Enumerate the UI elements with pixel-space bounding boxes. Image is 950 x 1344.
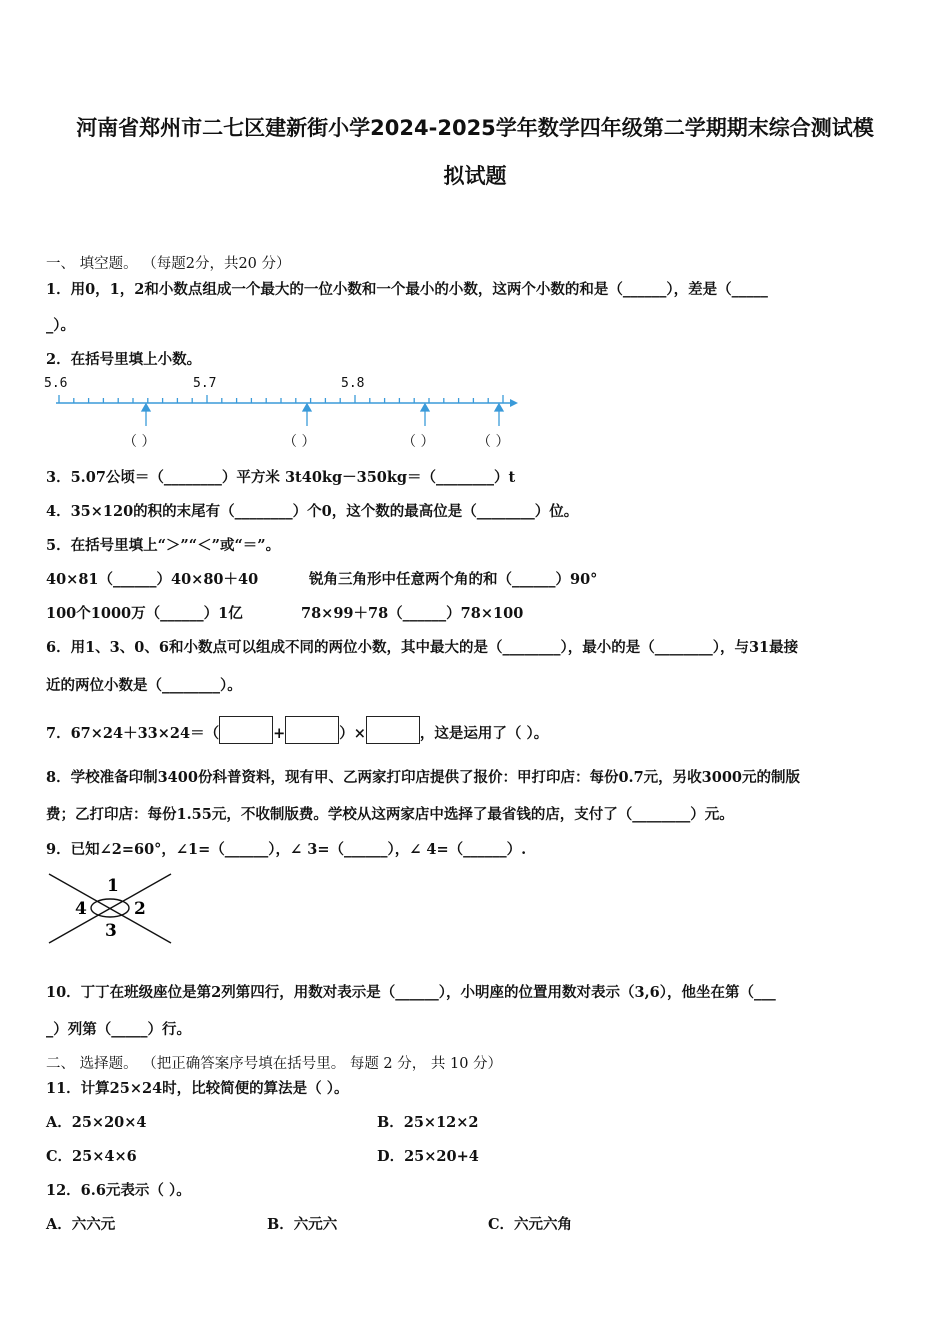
question-3: 3．5.07公顷＝（________）平方米 3t40kg－350kg＝（________）t xyxy=(46,469,516,486)
number-line-label: 5.7 xyxy=(193,376,217,391)
question-11: 11．计算25×24时，比较简便的算法是（ ）。 xyxy=(46,1080,349,1097)
question-9: 9．已知∠2=60°，∠1=（______），∠ 3=（______），∠ 4=（______）. xyxy=(46,841,527,858)
number-line-label: 5.6 xyxy=(44,376,68,391)
answer-blank: （ ） xyxy=(123,434,156,450)
number-line xyxy=(50,390,530,430)
question-7 xyxy=(46,716,548,744)
answer-blank: （ ） xyxy=(402,434,435,450)
question-5-item: 40×81（______）40×80＋40 xyxy=(46,571,259,588)
option-c[interactable]: C．六元六角 xyxy=(488,1216,573,1233)
question-7-prefix: 7．67×24＋33×24＝（ xyxy=(46,725,220,742)
question-6-line2: 近的两位小数是（________）。 xyxy=(46,677,242,694)
question-8-line1: 8．学校准备印制3400份科普资料，现有甲、乙两家打印店提供了报价：甲打印店：每份0.7元，另收3000元的制版 xyxy=(46,769,801,786)
page-title-continued: 拟试题 xyxy=(443,164,507,188)
option-c[interactable]: C．25×4×6 xyxy=(46,1148,137,1165)
option-b[interactable]: B．六元六 xyxy=(267,1216,338,1233)
answer-blank: （ ） xyxy=(477,434,510,450)
page-title: 河南省郑州市二七区建新街小学2024-2025学年数学四年级第二学期期末综合测试模 xyxy=(76,116,874,140)
section-heading: 二、 选择题。 （把正确答案序号填在括号里。 每题 2 分， 共 10 分） xyxy=(46,1056,503,1072)
angle-label: 1 xyxy=(107,876,119,896)
question-10-line1: 10．丁丁在班级座位是第2列第四行，用数对表示是（______），小明座的位置用数对表示（3,6），他坐在第（___ xyxy=(46,984,776,1001)
question-8-line2: 费；乙打印店：每份1.55元，不收制版费。学校从这两家店中选择了最省钱的店，支付了（________）元。 xyxy=(46,806,734,823)
option-b[interactable]: B．25×12×2 xyxy=(377,1114,479,1131)
question-12: 12．6.6元表示（ ）。 xyxy=(46,1182,191,1199)
answer-blank: （ ） xyxy=(283,434,316,450)
number-line-label: 5.8 xyxy=(341,376,365,391)
option-d[interactable]: D．25×20+4 xyxy=(377,1148,479,1165)
plus-sign: + xyxy=(273,725,286,742)
question-4: 4．35×120的积的末尾有（________）个0，这个数的最高位是（________）位。 xyxy=(46,503,579,520)
question-5: 5．在括号里填上“＞”“＜”或“＝”。 xyxy=(46,537,281,554)
question-1-line1: 1．用0，1，2和小数点组成一个最大的一位小数和一个最小的小数，这两个小数的和是（______），差是（_____ xyxy=(46,281,768,298)
question-7-close: ）× xyxy=(339,725,366,742)
question-5-item: 78×99＋78（______）78×100 xyxy=(301,605,524,622)
option-a[interactable]: A．25×20×4 xyxy=(46,1114,147,1131)
option-a[interactable]: A．六六元 xyxy=(46,1216,116,1233)
question-6-line1: 6．用1、3、0、6和小数点可以组成不同的两位小数，其中最大的是（________），最小的是（________），与31最接 xyxy=(46,639,799,656)
question-5-item: 锐角三角形中任意两个角的和（______）90° xyxy=(309,571,598,588)
question-7-suffix: ，这是运用了（ ）。 xyxy=(419,725,549,742)
section-heading: 一、 填空题。 （每题2分，共20 分） xyxy=(46,256,291,272)
question-10-line2: _）列第（_____）行。 xyxy=(46,1021,191,1038)
answer-box xyxy=(219,716,273,744)
answer-box xyxy=(285,716,339,744)
question-5-item: 100个1000万（______）1亿 xyxy=(46,605,243,622)
angle-label: 3 xyxy=(105,921,117,941)
question-2: 2．在括号里填上小数。 xyxy=(46,351,202,368)
answer-box xyxy=(366,716,420,744)
angle-label: 2 xyxy=(134,899,146,919)
angle-label: 4 xyxy=(75,899,87,919)
question-1-line2: _）。 xyxy=(46,317,75,334)
angle-figure xyxy=(44,870,179,948)
